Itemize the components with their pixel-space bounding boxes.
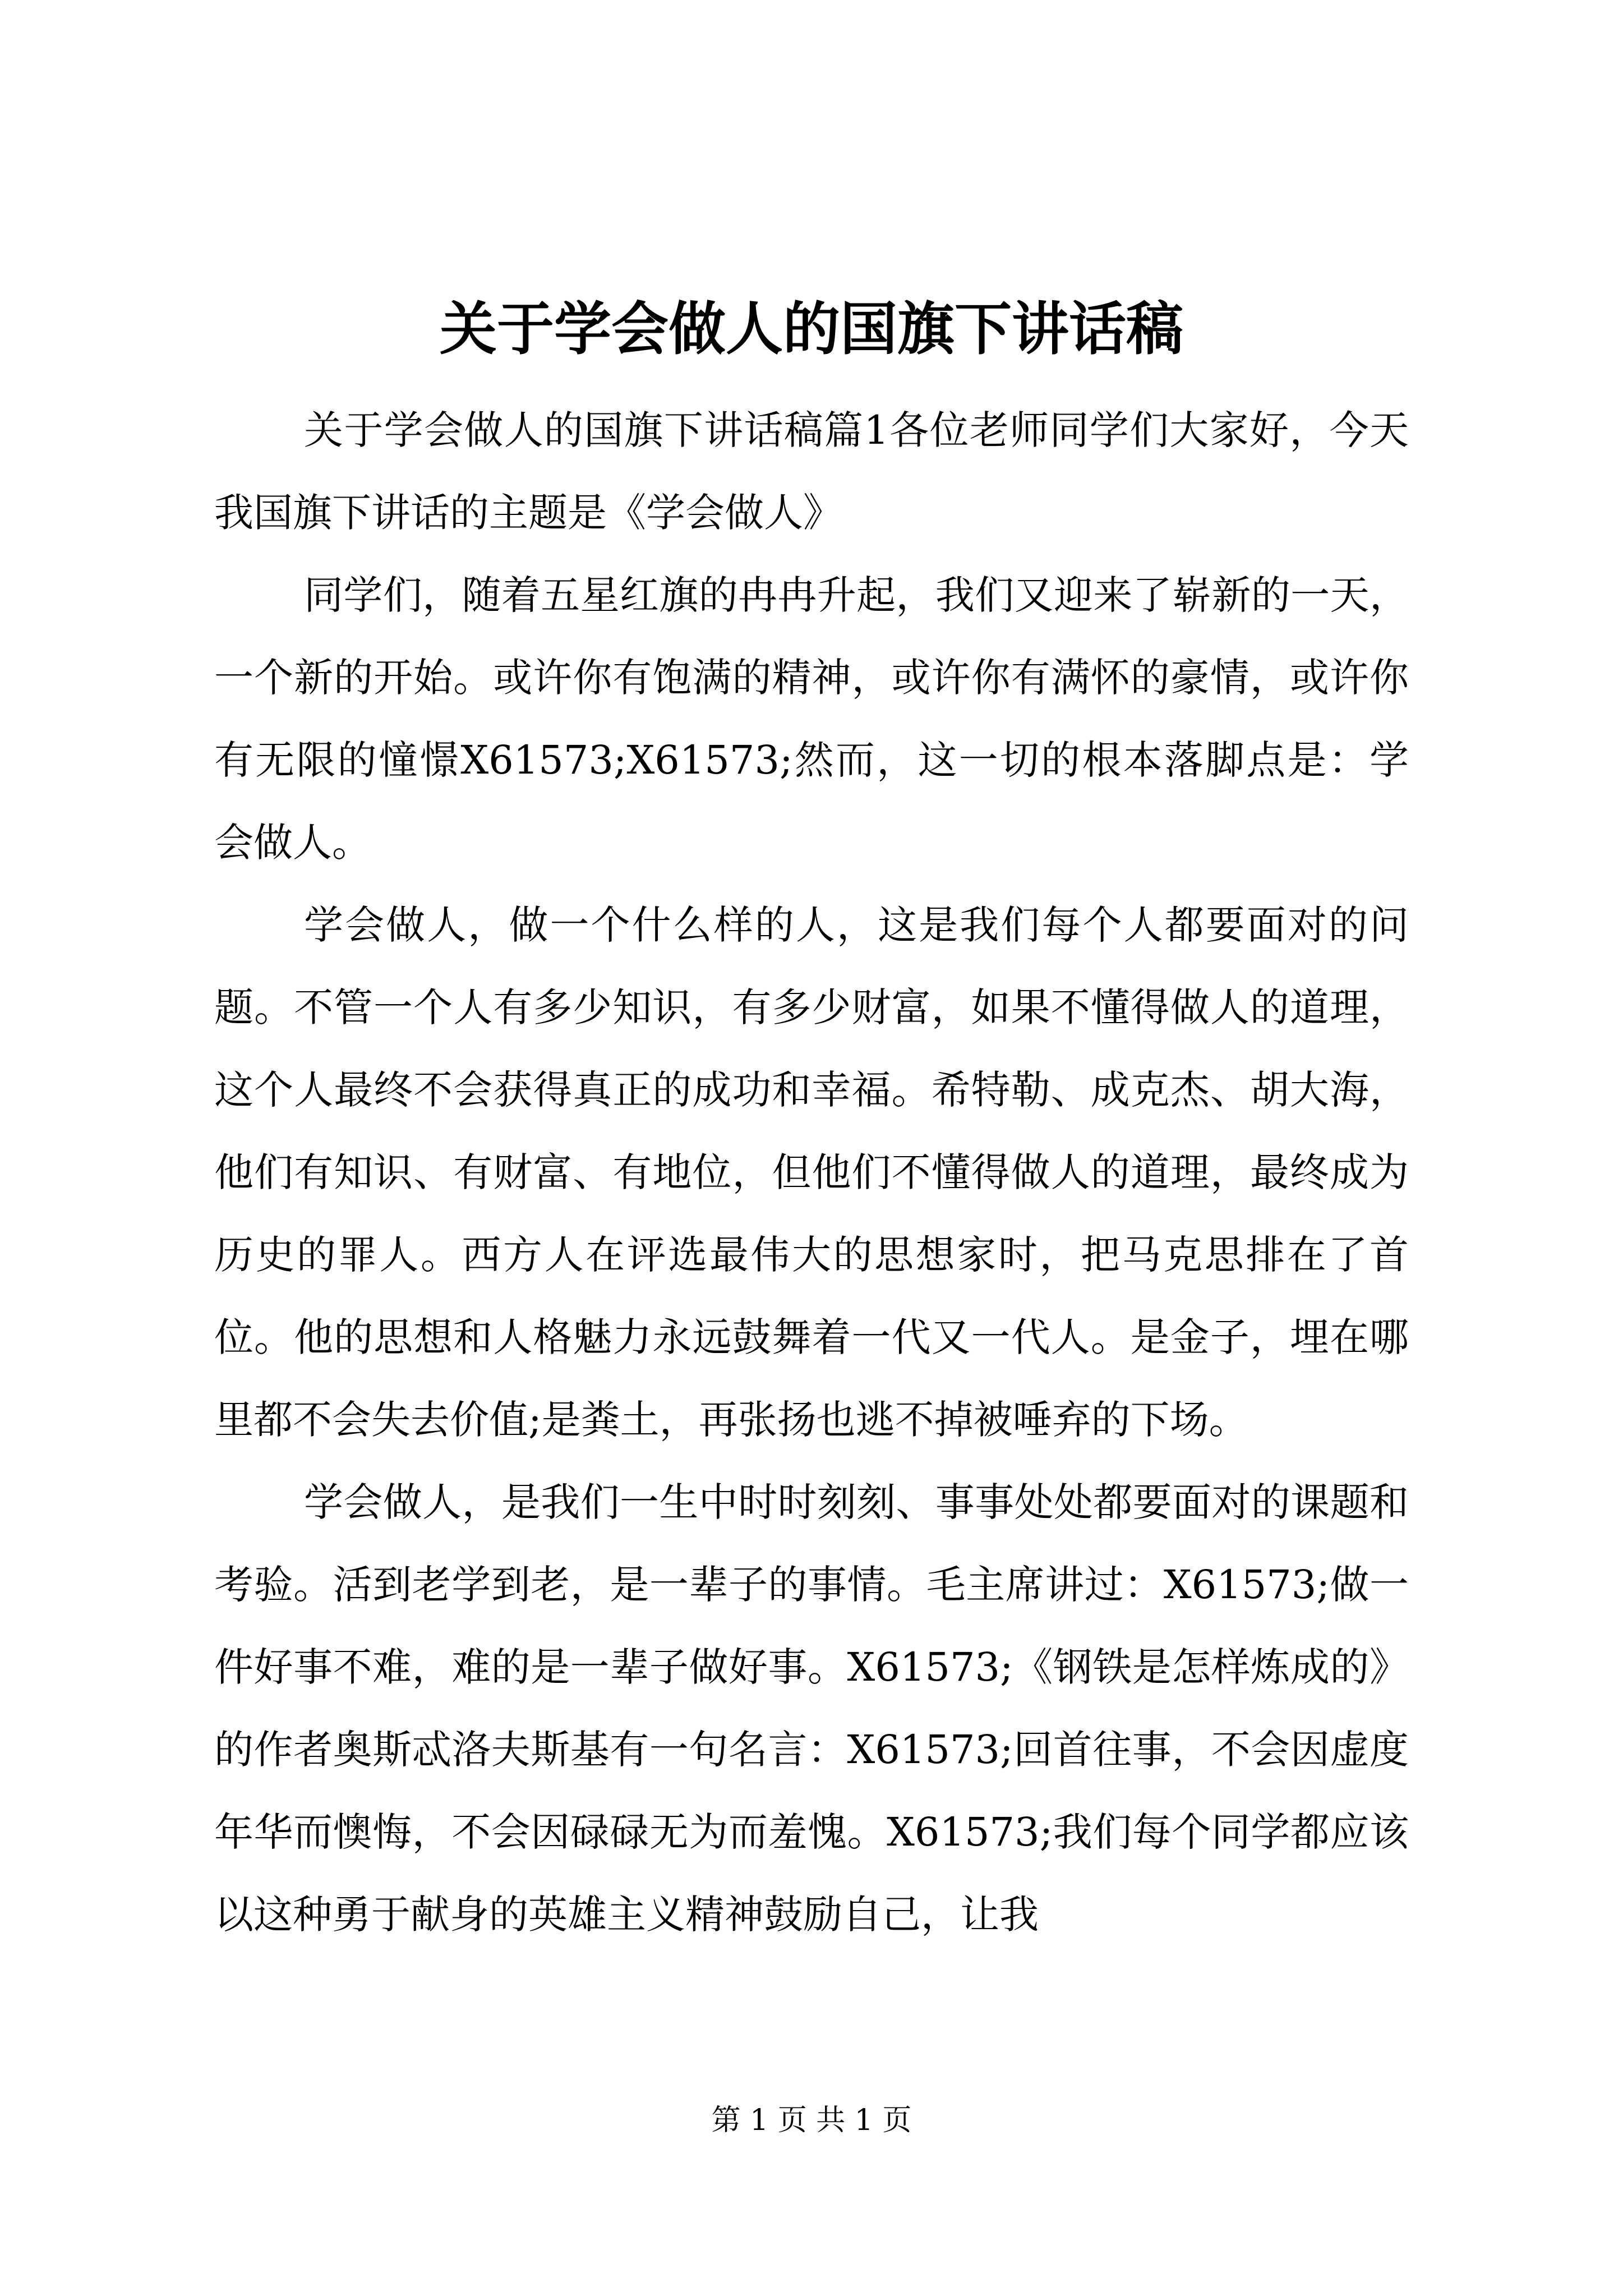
paragraph-meaning: 学会做人，做一个什么样的人，这是我们每个人都要面对的问题。不管一个人有多少知识，有多少财富，如果不懂得做人的道理，这个人最终不会获得真正的成功和幸福。希特勒、成克杰、胡大海，他们有知识、有财富、有地位，但他们不懂得做人的道理，最终成为历史的罪人。西方人在评选最伟大的思想家时，把马克思排在了首位。他的思想和人格魅力永远鼓舞着一代又一代人。是金子，埋在哪里都不会失去价值;是粪土，再张扬也逃不掉被唾弃的下场。 <box>214 902 1409 1443</box>
document-title: 关于学会做人的国旗下讲话稿 <box>440 296 1183 363</box>
document-body <box>214 389 1409 1956</box>
page-number-footer: 第 1 页 共 1 页 <box>711 2104 912 2137</box>
paragraph-opening: 同学们，随着五星红旗的冉冉升起，我们又迎来了崭新的一天，一个新的开始。或许你有饱满的精神，或许你有满怀的豪情，或许你有无限的憧憬X61573;X61573;然而，这一切的根本落脚点是：学会做人。 <box>214 572 1409 866</box>
paragraph-lifelong: 学会做人，是我们一生中时时刻刻、事事处处都要面对的课题和考验。活到老学到老，是一辈子的事情。毛主席讲过：X61573;做一件好事不难，难的是一辈子做好事。X61573;《钢铁是怎样炼成的》的作者奥斯忒洛夫斯基有一句名言：X61573;回首往事，不会因虚度年华而懊悔，不会因碌碌无为而羞愧。X61573;我们每个同学都应该以这种勇于献身的英雄主义精神鼓励自己，让我 <box>214 1479 1409 1938</box>
paragraph-intro: 关于学会做人的国旗下讲话稿篇1各位老师同学们大家好，今天我国旗下讲话的主题是《学会做人》 <box>214 407 1409 536</box>
